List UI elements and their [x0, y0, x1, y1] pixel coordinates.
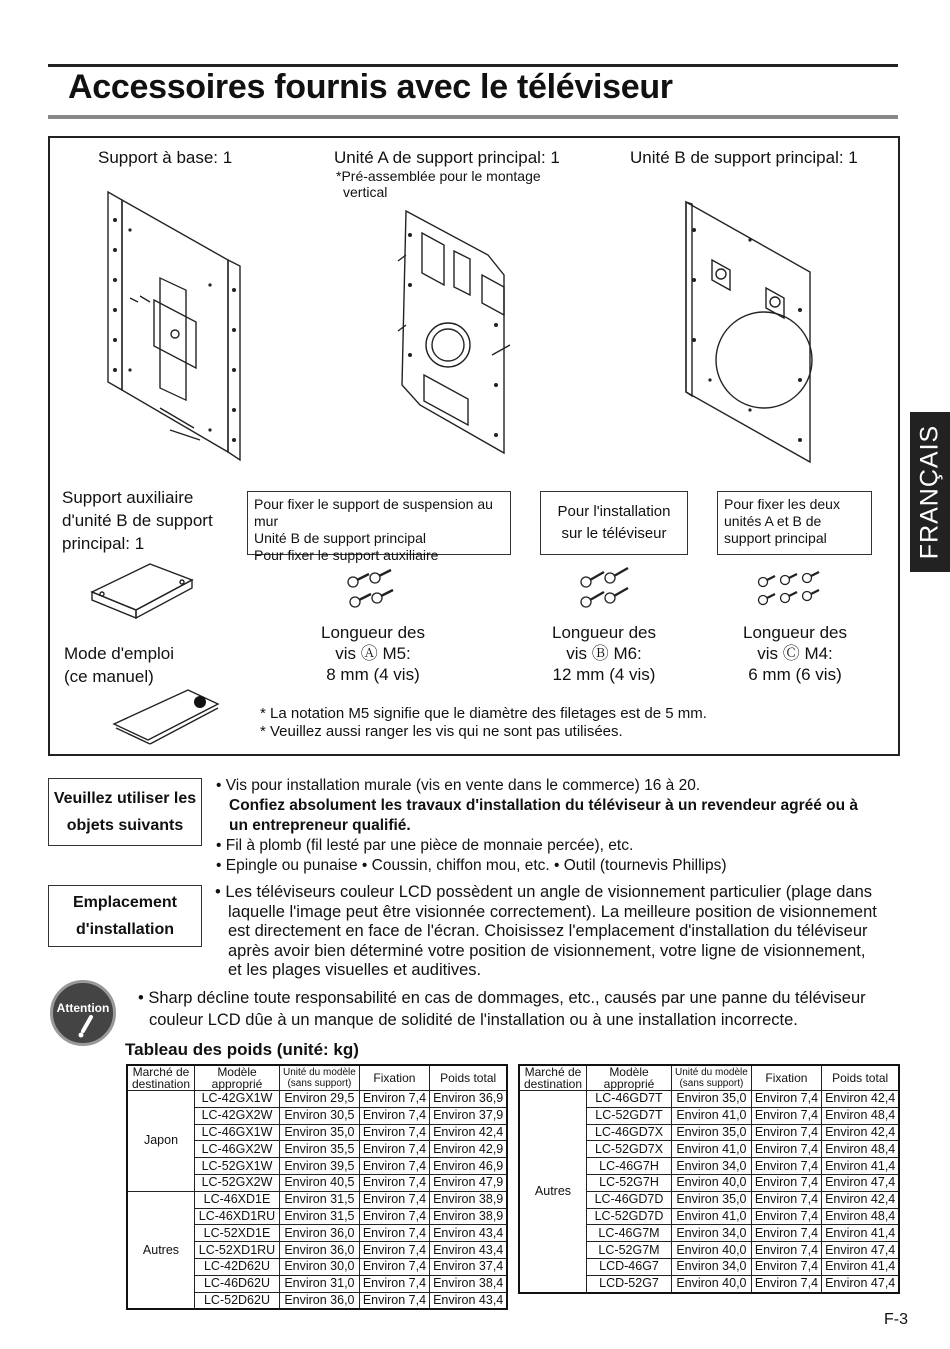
placement-label-1: Emplacement	[72, 894, 178, 911]
header-model: Modèle approprié	[587, 1065, 672, 1091]
fixation-cell: Environ 7,4	[359, 1141, 429, 1158]
model-cell: LCD-52G7	[587, 1275, 672, 1292]
screw-a-length-line-2: vis Ⓐ M5:	[335, 644, 411, 663]
total-weight-cell: Environ 37,9	[430, 1107, 508, 1124]
screw-c-usage-box	[717, 491, 872, 555]
total-weight-cell: Environ 42,4	[822, 1091, 900, 1108]
screw-a-length-line-3: 8 mm (4 vis)	[326, 665, 420, 684]
model-cell: LC-52GD7D	[587, 1208, 672, 1225]
placement-label-box	[48, 885, 202, 947]
unit-weight-cell: Environ 30,0	[280, 1258, 360, 1275]
total-weight-cell: Environ 43,4	[430, 1242, 508, 1259]
unit-weight-cell: Environ 41,0	[672, 1141, 752, 1158]
placement-line-2: laquelle l'image peut être visionnée correctement). La meilleure position de visionnement	[228, 902, 877, 921]
screw-b-length-line-2: vis Ⓑ M6:	[566, 644, 642, 663]
total-weight-cell: Environ 48,4	[822, 1107, 900, 1124]
weight-table-title: Tableau des poids (unité: kg)	[125, 1040, 359, 1059]
aux-support-label-1: Support auxiliaire	[62, 488, 194, 507]
screw-a-usage-line-1: Pour fixer le support de suspension au mur	[254, 496, 493, 529]
model-cell: LC-46XD1RU	[195, 1208, 280, 1225]
screw-b-icon	[578, 572, 638, 612]
total-weight-cell: Environ 47,4	[822, 1242, 900, 1259]
model-cell: LC-52G7M	[587, 1242, 672, 1259]
attention-icon	[50, 980, 116, 1046]
header-model: Modèle approprié	[195, 1065, 280, 1091]
unit-weight-cell: Environ 30,5	[280, 1107, 360, 1124]
unit-weight-cell: Environ 35,0	[672, 1091, 752, 1108]
model-cell: LC-52GD7T	[587, 1107, 672, 1124]
fixation-cell: Environ 7,4	[751, 1158, 821, 1175]
fixation-cell: Environ 7,4	[751, 1124, 821, 1141]
language-tab-label: FRANÇAIS	[915, 424, 944, 560]
screw-c-usage-line-2: unités A et B de	[724, 513, 822, 529]
total-weight-cell: Environ 42,4	[822, 1191, 900, 1208]
fixation-cell: Environ 7,4	[359, 1258, 429, 1275]
model-cell: LCD-46G7	[587, 1258, 672, 1275]
unit-weight-cell: Environ 34,0	[672, 1158, 752, 1175]
total-weight-cell: Environ 48,4	[822, 1208, 900, 1225]
total-weight-cell: Environ 43,4	[430, 1292, 508, 1309]
use-items-label-box	[48, 778, 202, 846]
fixation-cell: Environ 7,4	[751, 1242, 821, 1259]
unit-weight-cell: Environ 40,5	[280, 1174, 360, 1191]
language-tab	[910, 412, 950, 572]
manual-label-1: Mode d'emploi	[64, 644, 175, 663]
model-cell: LC-46GD7D	[587, 1191, 672, 1208]
screw-a-length	[303, 622, 443, 685]
placement-text	[215, 883, 910, 981]
fixation-cell: Environ 7,4	[751, 1174, 821, 1191]
table-row	[127, 1191, 507, 1208]
screw-a-usage-box	[247, 491, 511, 563]
attention-pen-icon	[77, 1015, 97, 1039]
screw-c-length	[725, 622, 865, 685]
model-cell: LC-46GD7X	[587, 1124, 672, 1141]
placement-line-4: après avoir bien déterminé votre position de visionnement, votre ligne de visionnement,	[228, 941, 866, 960]
unit-weight-cell: Environ 36,0	[280, 1225, 360, 1242]
total-weight-cell: Environ 42,4	[430, 1124, 508, 1141]
header-total: Poids total	[430, 1065, 508, 1091]
unit-weight-cell: Environ 41,0	[672, 1107, 752, 1124]
screw-c-length-line-2: vis Ⓒ M4:	[757, 644, 833, 663]
fixation-cell: Environ 7,4	[359, 1242, 429, 1259]
model-cell: LC-52GD7X	[587, 1141, 672, 1158]
placement-line-3: est directement en face de l'écran. Choisissez l'emplacement d'installation du téléviseur	[228, 922, 868, 940]
screw-c-usage-line-1: Pour fixer les deux	[724, 496, 840, 512]
placement-line-5: et les plages visuelles et auditives.	[228, 961, 482, 979]
fixation-cell: Environ 7,4	[359, 1091, 429, 1108]
weight-table-right-body	[519, 1091, 899, 1293]
fixation-cell: Environ 7,4	[359, 1292, 429, 1309]
model-cell: LC-42GX2W	[195, 1107, 280, 1124]
unit-a-illustration	[392, 205, 522, 465]
total-weight-cell: Environ 47,4	[822, 1275, 900, 1292]
fixation-cell: Environ 7,4	[359, 1158, 429, 1175]
market-cell: Autres	[127, 1191, 195, 1309]
use-items-list	[216, 776, 906, 876]
fixation-cell: Environ 7,4	[751, 1141, 821, 1158]
attention-line-1: • Sharp décline toute responsabilité en cas de dommages, etc., causés par une panne du téléviseur	[138, 989, 866, 1007]
unit-b-illustration	[680, 200, 820, 465]
fixation-cell: Environ 7,4	[359, 1225, 429, 1242]
model-cell: LC-42GX1W	[195, 1091, 280, 1108]
model-cell: LC-52GX1W	[195, 1158, 280, 1175]
table-row	[519, 1091, 899, 1108]
screw-c-length-line-1: Longueur des	[743, 623, 847, 642]
model-cell: LC-52XD1RU	[195, 1242, 280, 1259]
total-weight-cell: Environ 41,4	[822, 1258, 900, 1275]
fixation-cell: Environ 7,4	[751, 1107, 821, 1124]
weight-table-left-body	[127, 1091, 507, 1310]
model-cell: LC-46GX1W	[195, 1124, 280, 1141]
placement-line-1: • Les téléviseurs couleur LCD possèdent un angle de visionnement particulier (plage dans	[215, 883, 872, 901]
total-weight-cell: Environ 37,4	[430, 1258, 508, 1275]
attention-text	[138, 987, 908, 1031]
fixation-cell: Environ 7,4	[751, 1208, 821, 1225]
total-weight-cell: Environ 41,4	[822, 1158, 900, 1175]
header-unit-weight: Unité du modèle (sans support)	[280, 1065, 360, 1091]
total-weight-cell: Environ 46,9	[430, 1158, 508, 1175]
header-market: Marché de destination	[127, 1065, 195, 1091]
model-cell: LC-52GX2W	[195, 1174, 280, 1191]
unit-weight-cell: Environ 40,0	[672, 1174, 752, 1191]
attention-line-2: couleur LCD dûe à un manque de solidité de l'installation ou à une installation incorrecte.	[149, 1011, 798, 1029]
screw-a-usage-line-2: Unité B de support principal	[254, 530, 426, 546]
use-items-line-3: • Epingle ou punaise • Coussin, chiffon mou, etc. • Outil (tournevis Phillips)	[216, 857, 727, 874]
fixation-cell: Environ 7,4	[751, 1275, 821, 1292]
fixation-cell: Environ 7,4	[751, 1225, 821, 1242]
placement-label-2: d'installation	[75, 921, 175, 938]
screw-a-usage-line-3: Pour fixer le support auxiliaire	[254, 547, 439, 563]
market-cell: Autres	[519, 1091, 587, 1293]
model-cell: LC-52XD1E	[195, 1225, 280, 1242]
model-cell: LC-52G7H	[587, 1174, 672, 1191]
fixation-cell: Environ 7,4	[751, 1258, 821, 1275]
use-items-label-2: objets suivants	[66, 817, 184, 834]
unit-weight-cell: Environ 40,0	[672, 1275, 752, 1292]
header-rule-top	[48, 64, 898, 67]
total-weight-cell: Environ 36,9	[430, 1091, 508, 1108]
screw-c-icon	[757, 572, 837, 612]
weight-table-left	[126, 1064, 508, 1310]
unit-weight-cell: Environ 40,0	[672, 1242, 752, 1259]
screw-b-usage-line-2: sur le téléviseur	[561, 525, 667, 542]
header-fixation: Fixation	[751, 1065, 821, 1091]
fixation-cell: Environ 7,4	[359, 1191, 429, 1208]
unit-weight-cell: Environ 36,0	[280, 1242, 360, 1259]
total-weight-cell: Environ 38,9	[430, 1208, 508, 1225]
aux-support-label-3: principal: 1	[62, 534, 145, 553]
unit-weight-cell: Environ 29,5	[280, 1091, 360, 1108]
model-cell: LC-42D62U	[195, 1258, 280, 1275]
unit-weight-cell: Environ 35,0	[280, 1124, 360, 1141]
total-weight-cell: Environ 48,4	[822, 1141, 900, 1158]
model-cell: LC-46G7H	[587, 1158, 672, 1175]
manual-label-2: (ce manuel)	[64, 667, 154, 686]
header-market: Marché de destination	[519, 1065, 587, 1091]
use-items-bold-2: un entrepreneur qualifié.	[229, 817, 411, 834]
fixation-cell: Environ 7,4	[751, 1091, 821, 1108]
total-weight-cell: Environ 41,4	[822, 1225, 900, 1242]
unit-a-label: Unité A de support principal: 1	[334, 148, 560, 167]
model-cell: LC-46G7M	[587, 1225, 672, 1242]
aux-support-label-2: d'unité B de support	[62, 511, 213, 530]
unit-weight-cell: Environ 31,5	[280, 1208, 360, 1225]
screw-a-icon	[345, 572, 405, 612]
screw-c-usage-line-3: support principal	[724, 530, 827, 546]
aux-support-illustration	[90, 562, 200, 622]
model-cell: LC-46XD1E	[195, 1191, 280, 1208]
base-support-label: Support à base: 1	[98, 148, 233, 167]
unit-weight-cell: Environ 36,0	[280, 1292, 360, 1309]
fixation-cell: Environ 7,4	[359, 1208, 429, 1225]
screw-c-length-line-3: 6 mm (6 vis)	[748, 665, 842, 684]
unit-weight-cell: Environ 31,5	[280, 1191, 360, 1208]
page-title: Accessoires fournis avec le téléviseur	[68, 68, 673, 106]
use-items-label-1: Veuillez utiliser les	[53, 790, 197, 807]
screw-b-usage-line-1: Pour l'installation	[557, 503, 671, 520]
table-row	[127, 1091, 507, 1108]
unit-a-note-1: *Pré-assemblée pour le montage	[336, 168, 541, 184]
unit-b-label: Unité B de support principal: 1	[630, 148, 858, 167]
total-weight-cell: Environ 42,4	[822, 1124, 900, 1141]
fixation-cell: Environ 7,4	[359, 1107, 429, 1124]
fixation-cell: Environ 7,4	[359, 1124, 429, 1141]
screw-b-length-line-1: Longueur des	[552, 623, 656, 642]
total-weight-cell: Environ 42,9	[430, 1141, 508, 1158]
unit-weight-cell: Environ 35,5	[280, 1141, 360, 1158]
header-total: Poids total	[822, 1065, 900, 1091]
attention-icon-text: Attention	[56, 1001, 110, 1015]
note-unused-screws: * Veuillez aussi ranger les vis qui ne sont pas utilisées.	[260, 723, 623, 740]
model-cell: LC-46GD7T	[587, 1091, 672, 1108]
manual-booklet-illustration	[112, 688, 222, 748]
use-items-line-1: • Vis pour installation murale (vis en vente dans le commerce) 16 à 20.	[216, 777, 701, 794]
total-weight-cell: Environ 47,4	[822, 1174, 900, 1191]
fixation-cell: Environ 7,4	[359, 1275, 429, 1292]
market-cell: Japon	[127, 1091, 195, 1192]
unit-weight-cell: Environ 34,0	[672, 1225, 752, 1242]
unit-weight-cell: Environ 35,0	[672, 1191, 752, 1208]
screw-b-length-line-3: 12 mm (4 vis)	[552, 665, 656, 684]
screw-b-usage-box	[540, 491, 688, 555]
total-weight-cell: Environ 47,9	[430, 1174, 508, 1191]
fixation-cell: Environ 7,4	[751, 1191, 821, 1208]
weight-table-right	[518, 1064, 900, 1294]
header-fixation: Fixation	[359, 1065, 429, 1091]
unit-weight-cell: Environ 35,0	[672, 1124, 752, 1141]
total-weight-cell: Environ 38,9	[430, 1191, 508, 1208]
total-weight-cell: Environ 38,4	[430, 1275, 508, 1292]
screw-a-length-line-1: Longueur des	[321, 623, 425, 642]
fixation-cell: Environ 7,4	[359, 1174, 429, 1191]
use-items-bold-1: Confiez absolument les travaux d'installation du téléviseur à un revendeur agréé ou à	[229, 797, 859, 814]
unit-weight-cell: Environ 34,0	[672, 1258, 752, 1275]
unit-weight-cell: Environ 41,0	[672, 1208, 752, 1225]
model-cell: LC-46D62U	[195, 1275, 280, 1292]
base-support-illustration	[100, 190, 250, 470]
note-m5: * La notation M5 signifie que le diamètre des filetages est de 5 mm.	[260, 705, 707, 722]
page-number: F-3	[884, 1311, 908, 1328]
header-rule-bottom	[48, 115, 898, 119]
screw-b-length	[534, 622, 674, 685]
header-unit-weight: Unité du modèle (sans support)	[672, 1065, 752, 1091]
unit-weight-cell: Environ 31,0	[280, 1275, 360, 1292]
total-weight-cell: Environ 43,4	[430, 1225, 508, 1242]
unit-weight-cell: Environ 39,5	[280, 1158, 360, 1175]
model-cell: LC-46GX2W	[195, 1141, 280, 1158]
unit-a-note-2: vertical	[343, 184, 388, 200]
model-cell: LC-52D62U	[195, 1292, 280, 1309]
use-items-line-2: • Fil à plomb (fil lesté par une pièce de monnaie percée), etc.	[216, 837, 634, 854]
